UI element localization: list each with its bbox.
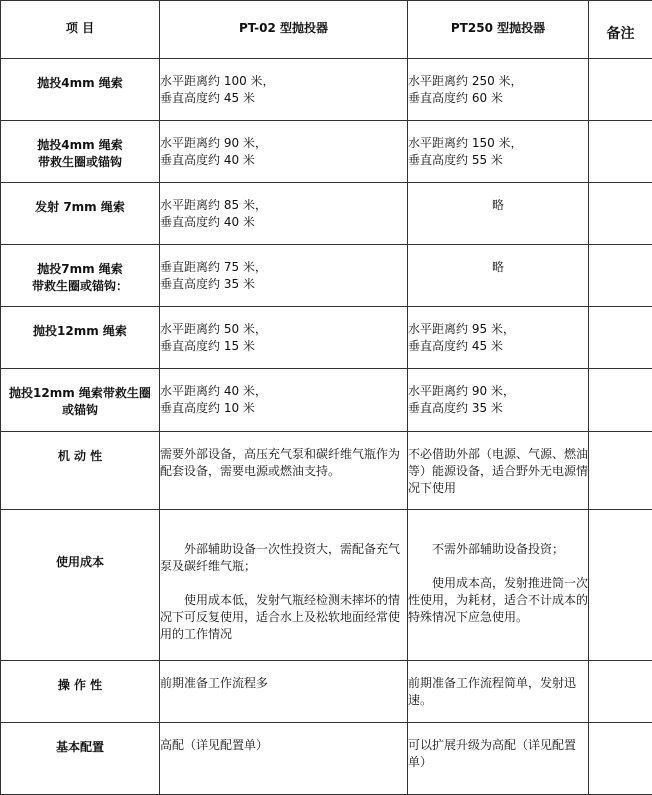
row-label: 抛投12mm 绳索	[1, 307, 160, 369]
pt02-cost-line: 使用成本低，发射气瓶经检测未摔坏的情况下可反复使用，适合水上及松软地面经常使用的工作情况	[160, 592, 407, 643]
pt250-cell	[408, 510, 589, 661]
pt02-cell: 高配（详见配置单）	[160, 723, 408, 795]
row-label: 基本配置	[1, 723, 160, 795]
header-remark: 备注	[589, 1, 652, 59]
pt250-cell: 前期准备工作流程简单，发射迅速。	[408, 661, 589, 723]
remark-cell	[589, 245, 652, 307]
pt250-cell: 水平距离约 90 米， 垂直高度约 35 米	[408, 369, 589, 432]
pt02-cell: 水平距离约 90 米， 垂直高度约 40 米	[160, 121, 408, 183]
remark-cell	[589, 510, 652, 661]
header-item: 项 目	[1, 1, 160, 59]
pt250-cell: 不必借助外部（电源、气源、燃油等）能源设备，适合野外无电源情况下使用	[408, 432, 589, 510]
table-row	[1, 432, 652, 510]
row-label: 使用成本	[1, 510, 160, 661]
header-pt250: PT250 型抛投器	[408, 1, 589, 59]
table-row	[1, 510, 652, 661]
remark-cell	[589, 183, 652, 245]
pt02-cell: 水平距离约 100 米， 垂直高度约 45 米	[160, 59, 408, 121]
row-label: 抛投12mm 绳索带救生圈 或锚钩	[1, 369, 160, 432]
table-row	[1, 183, 652, 245]
remark-cell	[589, 369, 652, 432]
pt02-cost-line: 外部辅助设备一次性投资大，需配备充气泵及碳纤维气瓶；	[160, 541, 407, 575]
remark-cell	[589, 59, 652, 121]
row-label: 抛投4mm 绳索 带救生圈或锚钩	[1, 121, 160, 183]
pt02-cell: 水平距离约 85 米， 垂直高度约 40 米	[160, 183, 408, 245]
remark-cell	[589, 307, 652, 369]
table-row	[1, 59, 652, 121]
row-label: 发射 7mm 绳索	[1, 183, 160, 245]
pt250-cost-line: 使用成本高，发射推进筒一次性使用，为耗材，适合不计成本的特殊情况下应急使用。	[408, 575, 588, 626]
pt250-cell: 可以扩展升级为高配（详见配置单）	[408, 723, 589, 795]
table-row	[1, 369, 652, 432]
row-label: 操 作 性	[1, 661, 160, 723]
pt250-cell: 水平距离约 95 米， 垂直高度约 45 米	[408, 307, 589, 369]
table-row	[1, 661, 652, 723]
row-label: 抛投4mm 绳索	[1, 59, 160, 121]
remark-cell	[589, 121, 652, 183]
pt250-cell: 水平距离约 150 米， 垂直高度约 55 米	[408, 121, 589, 183]
row-label: 机 动 性	[1, 432, 160, 510]
remark-cell	[589, 661, 652, 723]
table-row	[1, 723, 652, 795]
pt02-cell: 水平距离约 40 米， 垂直高度约 10 米	[160, 369, 408, 432]
table-row	[1, 307, 652, 369]
row-label: 抛投7mm 绳索 带救生圈或锚钩：	[1, 245, 160, 307]
remark-cell	[589, 723, 652, 795]
pt02-cell: 前期准备工作流程多	[160, 661, 408, 723]
header-row	[1, 1, 652, 59]
header-pt02: PT-02 型抛投器	[160, 1, 408, 59]
pt02-cell: 需要外部设备，高压充气泵和碳纤维气瓶作为配套设备，需要电源或燃油支持。	[160, 432, 408, 510]
pt02-cell: 水平距离约 50 米， 垂直高度约 15 米	[160, 307, 408, 369]
pt250-cell: 略	[408, 245, 589, 307]
pt250-cell: 略	[408, 183, 589, 245]
pt02-cell	[160, 510, 408, 661]
table-row	[1, 121, 652, 183]
remark-cell	[589, 432, 652, 510]
table-row	[1, 245, 652, 307]
pt250-cost-line: 不需外部辅助设备投资；	[408, 541, 588, 558]
pt250-cell: 水平距离约 250 米， 垂直高度约 60 米	[408, 59, 589, 121]
pt02-cell: 垂直距离约 75 米， 垂直高度约 35 米	[160, 245, 408, 307]
